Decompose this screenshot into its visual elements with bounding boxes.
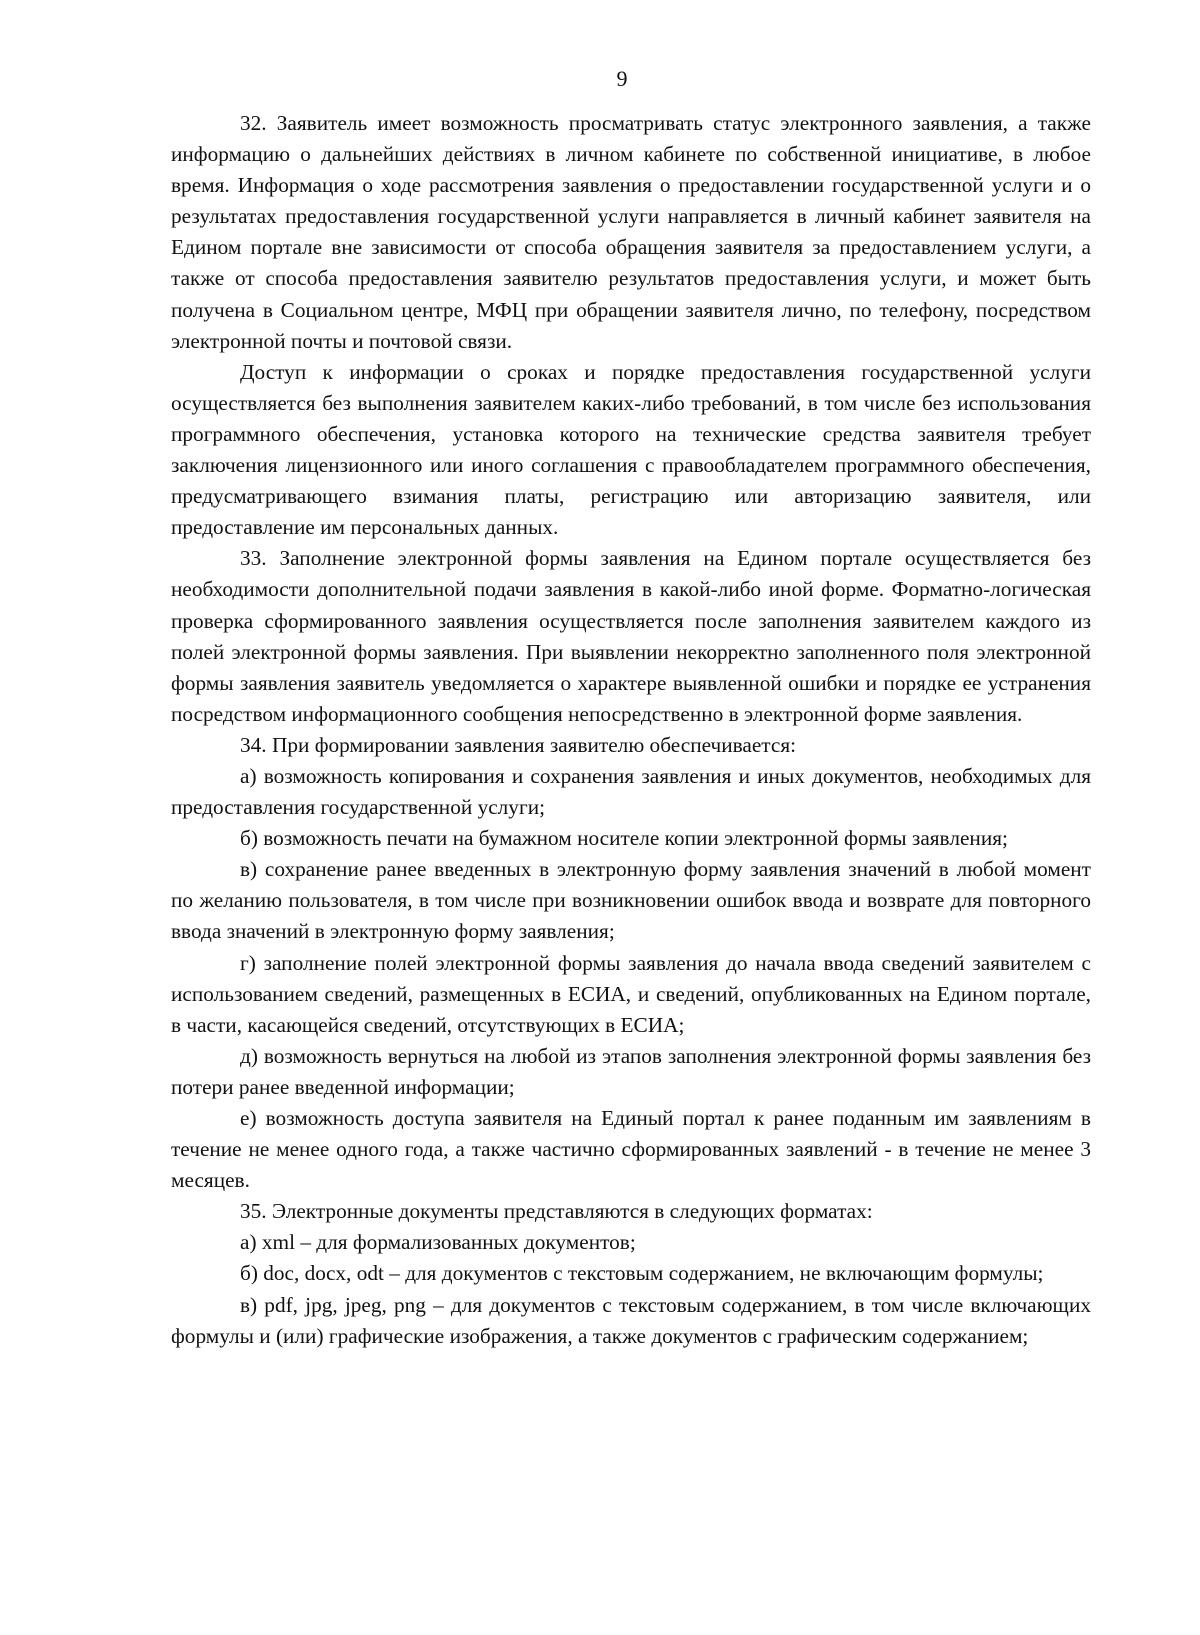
list-item-35-b: б) doc, docx, odt – для документов с текстовым содержанием, не включающим формулы; — [240, 1261, 1044, 1286]
paragraph-35: 35. Электронные документы представляются в следующих форматах: — [240, 1199, 873, 1224]
page-number: 9 — [616, 66, 628, 91]
list-item-34-g: г) заполнение полей электронной формы заявления до начала ввода сведений заявителем с использованием сведений, размещенных в ЕСИА, и сведений, опубликованных на Едином портале, в части, касающейся сведений, отсутствующих в ЕСИА; — [171, 950, 1091, 1037]
paragraph-access-info: Доступ к информации о сроках и порядке предоставления государственной услуги осуществляется без выполнения заявителем каких-либо требований, в том числе без использования программного обеспечения, установка которого на технические средства заявителя требует заключения лицензионного или иного соглашения с правообладателем программного обеспечения, предусматривающего взимания платы, регистрацию или авторизацию заявителя, или предоставление им персональных данных. — [171, 359, 1091, 540]
list-item-35-v: в) pdf, jpg, jpeg, png – для документов с текстовым содержанием, в том числе включающих формулы и (или) графические изображения, а также документов с графическим содержанием; — [171, 1292, 1091, 1348]
paragraph-33: 33. Заполнение электронной формы заявления на Едином портале осуществляется без необходимости дополнительной подачи заявления в какой-либо иной форме. Форматно-логическая проверка сформированного заявления осуществляется после заполнения заявителем каждого из полей электронной формы заявления. При выявлении некорректно заполненного поля электронной формы заявления заявитель уведомляется о характере выявленной ошибки и порядке ее устранения посредством информационного сообщения непосредственно в электронной форме заявления. — [171, 546, 1091, 726]
list-item-34-b: б) возможность печати на бумажном носителе копии электронной формы заявления; — [240, 826, 1008, 851]
list-item-35-a: а) xml – для формализованных документов; — [240, 1230, 636, 1255]
paragraph-32: 32. Заявитель имеет возможность просматривать статус электронного заявления, а также информацию о дальнейших действиях в личном кабинете по собственной инициативе, в любое время. Информация о ходе рассмотрения заявления о предоставлении государственной услуги и о результатах предоставления государственной услуги направляется в личный кабинет заявителя на Едином портале вне зависимости от способа обращения заявителя за предоставлением услуги, а также от способа предоставления заявителю результатов предоставления услуги, и может быть получена в Социальном центре, МФЦ при обращении заявителя лично, по телефону, посредством электронной почты и почтовой связи. — [171, 111, 1091, 353]
list-item-34-d: д) возможность вернуться на любой из этапов заполнения электронной формы заявления без потери ранее введенной информации; — [171, 1043, 1091, 1099]
list-item-34-a: а) возможность копирования и сохранения заявления и иных документов, необходимых для предоставления государственной услуги; — [171, 763, 1091, 820]
paragraph-34: 34. При формировании заявления заявителю обеспечивается: — [240, 732, 797, 757]
list-item-34-v: в) сохранение ранее введенных в электронную форму заявления значений в любой момент по желанию пользователя, в том числе при возникновении ошибок ввода и возврате для повторного ввода значений в электронную форму заявления; — [171, 857, 1091, 944]
document-body — [171, 108, 1091, 1352]
list-item-34-e: е) возможность доступа заявителя на Единый портал к ранее поданным им заявлениям в течение не менее одного года, а также частично сформированных заявлений - в течение не менее 3 месяцев. — [171, 1106, 1091, 1193]
